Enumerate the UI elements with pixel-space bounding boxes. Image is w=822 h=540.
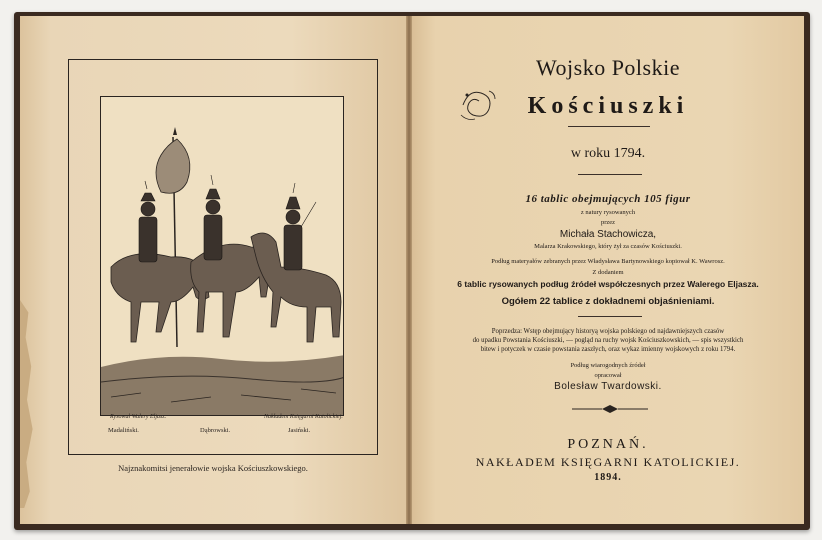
editor-name: Bolesław Twardowski. — [554, 381, 662, 392]
materials-credit: Podług materyałów zebranych przez Władysława Bartynowskiego kopiował K. Wawrosz. — [491, 258, 725, 265]
publisher-credit: Nakładem Księgarni Katolickiej. — [264, 414, 343, 420]
title-rule — [568, 126, 650, 127]
imprint-year: 1894. — [594, 472, 622, 483]
plate-caption: Najznakomitsi jenerałowie wojska Kościuszkowskiego. — [118, 463, 308, 473]
from-nature: z natury rysowanych — [580, 209, 636, 216]
general-name-jasinski: Jasiński. — [288, 427, 311, 434]
title-line-2: Kościuszki — [527, 93, 689, 119]
addition-label: Z dodaniem — [592, 269, 624, 276]
ornamental-divider — [572, 404, 648, 414]
total-plates: Ogółem 22 tablice z dokładnemi objaśnieniami. — [501, 296, 715, 307]
divider-rule-2 — [578, 316, 642, 317]
preface-line-1: Poprzedza: Wstęp obejmujący historyą wojska polskiego od najdawniejszych czasów — [491, 328, 725, 335]
preface-line-3: bitew i potyczek w czasie powstania zaszłych, oraz wykaz imienny wojskowych z roku 1794. — [480, 346, 736, 353]
illustrator-credit: Rysował Walery Eljasz. — [110, 414, 167, 420]
cavalry-engraving — [100, 96, 344, 416]
edited-label: opracował — [594, 372, 622, 379]
engraving-illustration — [101, 97, 344, 416]
preface-line-2: do upadku Powstania Kościuszki, — pogląd na ruchy wojsk Kościuszkowskich, — spis wszystkich — [472, 337, 744, 344]
six-plates-note: 6 tablic rysowanych podług źródeł współczesnych przez Walerego Eljasza. — [457, 279, 759, 289]
general-name-dabrowski: Dąbrowski. — [200, 427, 231, 434]
title-line-3: w roku 1794. — [570, 146, 646, 161]
by-label: przez — [600, 219, 616, 226]
sources-note: Podług wiarogodnych źródeł — [570, 362, 646, 369]
general-name-madalinski: Madaliński. — [108, 427, 139, 434]
title-line-1: Wojsko Polskie — [536, 55, 680, 80]
divider-rule-1 — [578, 174, 642, 175]
author-name: Michała Stachowicza, — [559, 229, 657, 240]
imprint-publisher: NAKŁADEM KSIĘGARNI KATOLICKIEJ. — [475, 455, 741, 469]
subtitle: 16 tablic obejmujących 105 figur — [525, 193, 691, 205]
imprint-place: POZNAŃ. — [567, 437, 649, 452]
author-description: Malarza Krakowskiego, który żył za czasów Kościuszki. — [534, 243, 682, 250]
